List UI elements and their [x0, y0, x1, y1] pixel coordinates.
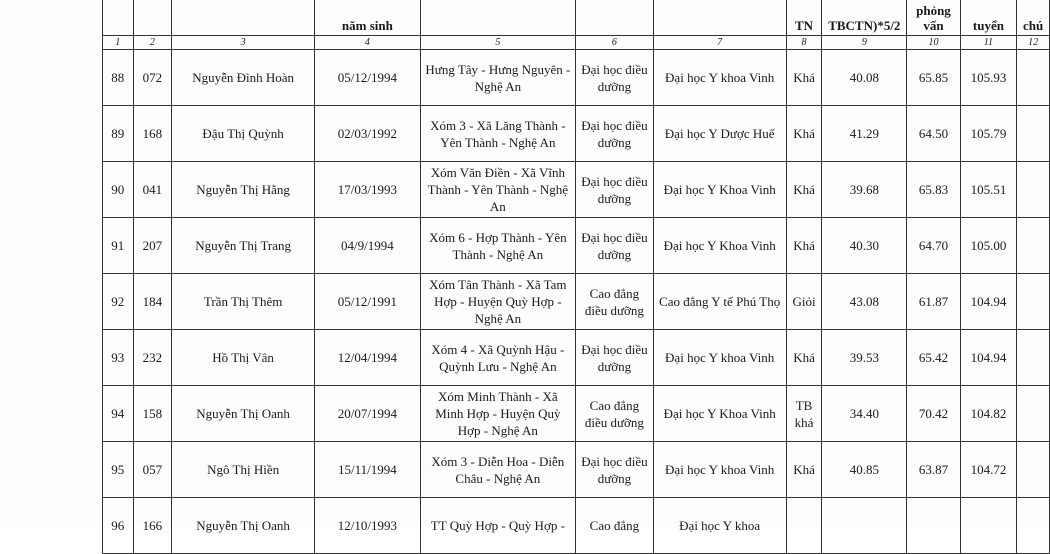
interview-score: 61.87 [907, 274, 961, 330]
table-row [103, 218, 1050, 274]
training-school: Đại học Y Khoa Vinh [653, 386, 786, 442]
degree-type: Cao đẳng điều dưỡng [576, 386, 653, 442]
home-address: Xóm Văn Điền - Xã Vĩnh Thành - Yên Thành - Nghệ An [420, 162, 576, 218]
training-school: Đại học Y Khoa Vinh [653, 218, 786, 274]
candidate-number: 207 [133, 218, 172, 274]
interview-score: 65.85 [907, 50, 961, 106]
header-cell [172, 0, 315, 36]
graduation-score: 39.53 [822, 330, 907, 386]
date-of-birth: 02/03/1992 [315, 106, 420, 162]
header-cell [576, 0, 653, 36]
graduation-rank: Khá [786, 218, 822, 274]
date-of-birth: 12/10/1993 [315, 498, 420, 554]
interview-score: 63.87 [907, 442, 961, 498]
candidate-number: 232 [133, 330, 172, 386]
interview-score: 65.83 [907, 162, 961, 218]
table-row [103, 162, 1050, 218]
training-school: Đại học Y khoa Vinh [653, 330, 786, 386]
training-school: Đại học Y khoa Vinh [653, 50, 786, 106]
home-address: Xóm 4 - Xã Quỳnh Hậu - Quỳnh Lưu - Nghệ An [420, 330, 576, 386]
graduation-score: 41.29 [822, 106, 907, 162]
candidate-name: Ngô Thị Hiền [172, 442, 315, 498]
header-cell: năm sinh [315, 0, 420, 36]
table-row [103, 330, 1050, 386]
row-number: 89 [103, 106, 134, 162]
degree-type: Đại học điều dưỡng [576, 162, 653, 218]
total-score: 105.79 [960, 106, 1016, 162]
table-row [103, 274, 1050, 330]
note [1017, 386, 1050, 442]
header-cell: phỏng vấn [907, 0, 961, 36]
column-index: 7 [653, 36, 786, 50]
candidate-name: Trần Thị Thêm [172, 274, 315, 330]
training-school: Cao đẳng Y tế Phú Thọ [653, 274, 786, 330]
candidate-name: Nguyễn Thị Oanh [172, 498, 315, 554]
graduation-rank: Khá [786, 330, 822, 386]
column-index: 5 [420, 36, 576, 50]
graduation-score: 40.85 [822, 442, 907, 498]
candidate-name: Nguyễn Đình Hoàn [172, 50, 315, 106]
degree-type: Cao đẳng [576, 498, 653, 554]
home-address: Xóm 3 - Diễn Hoa - Diễn Châu - Nghệ An [420, 442, 576, 498]
row-number: 91 [103, 218, 134, 274]
column-index: 6 [576, 36, 653, 50]
table-row [103, 386, 1050, 442]
row-number: 96 [103, 498, 134, 554]
total-score: 104.82 [960, 386, 1016, 442]
total-score: 105.51 [960, 162, 1016, 218]
table-row [103, 50, 1050, 106]
row-number: 93 [103, 330, 134, 386]
candidate-number: 072 [133, 50, 172, 106]
column-index: 1 [103, 36, 134, 50]
column-index: 4 [315, 36, 420, 50]
total-score: 104.94 [960, 330, 1016, 386]
graduation-rank: Khá [786, 106, 822, 162]
results-table [102, 0, 1050, 554]
column-index: 12 [1017, 36, 1050, 50]
interview-score: 64.50 [907, 106, 961, 162]
note [1017, 162, 1050, 218]
candidate-number: 168 [133, 106, 172, 162]
column-index: 11 [960, 36, 1016, 50]
note [1017, 274, 1050, 330]
degree-type: Cao đẳng điều dưỡng [576, 274, 653, 330]
date-of-birth: 12/04/1994 [315, 330, 420, 386]
note [1017, 106, 1050, 162]
column-index: 3 [172, 36, 315, 50]
degree-type: Đại học điều dưỡng [576, 50, 653, 106]
date-of-birth: 20/07/1994 [315, 386, 420, 442]
training-school: Đại học Y khoa Vinh [653, 442, 786, 498]
graduation-score: 40.08 [822, 50, 907, 106]
header-cell [133, 0, 172, 36]
column-index-row [103, 36, 1050, 50]
graduation-score: 43.08 [822, 274, 907, 330]
candidate-number: 184 [133, 274, 172, 330]
graduation-rank [786, 498, 822, 554]
row-number: 90 [103, 162, 134, 218]
graduation-rank: Khá [786, 162, 822, 218]
total-score: 105.93 [960, 50, 1016, 106]
graduation-score: 39.68 [822, 162, 907, 218]
degree-type: Đại học điều dưỡng [576, 442, 653, 498]
degree-type: Đại học điều dưỡng [576, 330, 653, 386]
date-of-birth: 05/12/1994 [315, 50, 420, 106]
note [1017, 498, 1050, 554]
candidate-name: Nguyễn Thị Hằng [172, 162, 315, 218]
graduation-rank: Khá [786, 442, 822, 498]
column-index: 9 [822, 36, 907, 50]
total-score: 104.94 [960, 274, 1016, 330]
header-cell: TN [786, 0, 822, 36]
row-number: 92 [103, 274, 134, 330]
header-cell [420, 0, 576, 36]
header-cell: TBCTN)*5/2 [822, 0, 907, 36]
note [1017, 330, 1050, 386]
graduation-rank: Giỏi [786, 274, 822, 330]
note [1017, 442, 1050, 498]
note [1017, 218, 1050, 274]
home-address: Xóm Minh Thành - Xã Minh Hợp - Huyện Quỳ Hợp - Nghệ An [420, 386, 576, 442]
candidate-number: 041 [133, 162, 172, 218]
home-address: Xóm 3 - Xã Lăng Thành - Yên Thành - Nghệ An [420, 106, 576, 162]
candidate-number: 166 [133, 498, 172, 554]
training-school: Đại học Y Khoa Vinh [653, 162, 786, 218]
note [1017, 50, 1050, 106]
candidate-name: Đậu Thị Quỳnh [172, 106, 315, 162]
column-index: 8 [786, 36, 822, 50]
graduation-rank: TB khá [786, 386, 822, 442]
degree-type: Đại học điều dưỡng [576, 106, 653, 162]
total-score: 105.00 [960, 218, 1016, 274]
candidate-number: 057 [133, 442, 172, 498]
date-of-birth: 15/11/1994 [315, 442, 420, 498]
home-address: Xóm Tân Thành - Xã Tam Hợp - Huyện Quỳ Hợp - Nghệ An [420, 274, 576, 330]
interview-score: 65.42 [907, 330, 961, 386]
date-of-birth: 04/9/1994 [315, 218, 420, 274]
candidate-name: Nguyễn Thị Oanh [172, 386, 315, 442]
training-school: Đại học Y khoa [653, 498, 786, 554]
graduation-score: 34.40 [822, 386, 907, 442]
candidate-name: Nguyễn Thị Trang [172, 218, 315, 274]
table-row [103, 498, 1050, 554]
candidate-number: 158 [133, 386, 172, 442]
graduation-score: 40.30 [822, 218, 907, 274]
header-cell [653, 0, 786, 36]
interview-score: 64.70 [907, 218, 961, 274]
home-address: TT Quỳ Hợp - Quỳ Hợp - [420, 498, 576, 554]
row-number: 94 [103, 386, 134, 442]
interview-score: 70.42 [907, 386, 961, 442]
degree-type: Đại học điều dưỡng [576, 218, 653, 274]
home-address: Xóm 6 - Hợp Thành - Yên Thành - Nghệ An [420, 218, 576, 274]
total-score: 104.72 [960, 442, 1016, 498]
header-cell: tuyển [960, 0, 1016, 36]
column-index: 10 [907, 36, 961, 50]
header-row [103, 0, 1050, 36]
home-address: Hưng Tây - Hưng Nguyên - Nghệ An [420, 50, 576, 106]
header-cell: chú [1017, 0, 1050, 36]
row-number: 88 [103, 50, 134, 106]
column-index: 2 [133, 36, 172, 50]
table-row [103, 442, 1050, 498]
date-of-birth: 05/12/1991 [315, 274, 420, 330]
table-row [103, 106, 1050, 162]
date-of-birth: 17/03/1993 [315, 162, 420, 218]
total-score [960, 498, 1016, 554]
candidate-name: Hồ Thị Vân [172, 330, 315, 386]
row-number: 95 [103, 442, 134, 498]
graduation-score [822, 498, 907, 554]
interview-score [907, 498, 961, 554]
header-cell [103, 0, 134, 36]
training-school: Đại học Y Dược Huế [653, 106, 786, 162]
graduation-rank: Khá [786, 50, 822, 106]
